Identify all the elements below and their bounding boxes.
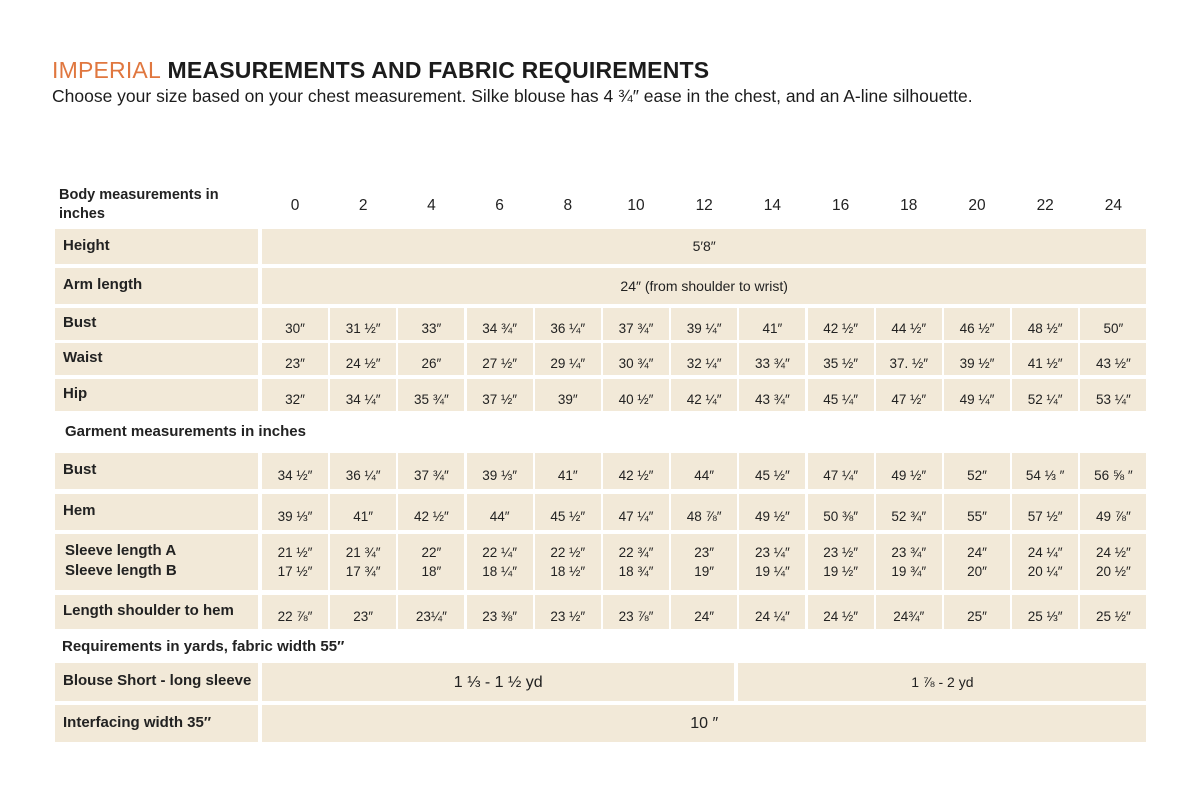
sleeve-a-value: 23 ¼″ bbox=[754, 545, 790, 560]
garment-bust-value: 37 ¾″ bbox=[413, 467, 449, 483]
sleeve-b-value: 18″ bbox=[421, 564, 442, 579]
body-hip-value: 45 ¼″ bbox=[823, 391, 858, 407]
body-bust-value: 50″ bbox=[1103, 320, 1124, 336]
sleeve-b-value: 20″ bbox=[967, 564, 987, 579]
sleeve-b-value: 20 ¼″ bbox=[1027, 564, 1063, 579]
body-waist-value: 39 ½″ bbox=[959, 355, 995, 371]
body-waist-value: 43 ½″ bbox=[1095, 355, 1131, 371]
garment-hem-value: 47 ¼″ bbox=[618, 508, 654, 524]
shoulder-hem-value: 23¼″ bbox=[415, 608, 447, 624]
body-bust-value: 46 ½″ bbox=[959, 320, 995, 336]
body-hip-value: 32″ bbox=[285, 391, 305, 407]
sleeve-b-value: 17 ¾″ bbox=[345, 564, 381, 579]
sleeve-a-value: 21 ½″ bbox=[277, 545, 313, 560]
size-header: 20 bbox=[968, 197, 986, 214]
shoulder-hem-value: 25 ½″ bbox=[1095, 608, 1131, 624]
garment-bust-value: 54 ⅓ ″ bbox=[1025, 467, 1065, 483]
sleeve-a-value: 23 ¾″ bbox=[891, 545, 927, 560]
row-label-garment-hem-text: Hem bbox=[63, 502, 96, 519]
sleeve-a-value: 23 ½″ bbox=[823, 545, 858, 560]
row-label-body-waist-text: Waist bbox=[63, 349, 103, 366]
size-header: 8 bbox=[563, 197, 573, 214]
sleeve-values bbox=[603, 534, 669, 590]
row-label-height-text: Height bbox=[63, 236, 110, 254]
sleeve-b-value: 18 ½″ bbox=[550, 564, 586, 579]
body-bust-value: 33″ bbox=[421, 320, 442, 336]
sleeve-label-b: Sleeve length B bbox=[65, 562, 177, 579]
body-hip-value: 39″ bbox=[557, 391, 578, 407]
body-hip-value: 43 ¾″ bbox=[754, 391, 790, 407]
garment-hem-value: 42 ½″ bbox=[413, 508, 449, 524]
sleeve-values bbox=[535, 534, 601, 590]
sleeve-values bbox=[1080, 534, 1146, 590]
sleeve-a-value: 22 ¾″ bbox=[618, 545, 654, 560]
shoulder-hem-value: 23″ bbox=[353, 608, 374, 624]
garment-bust-value: 45 ½″ bbox=[754, 467, 790, 483]
row-label-body-waist bbox=[55, 343, 258, 375]
shoulder-hem-value: 25 ⅓″ bbox=[1027, 608, 1063, 624]
page-title bbox=[52, 57, 709, 84]
garment-hem-value: 44″ bbox=[489, 508, 510, 524]
sleeve-a-value: 22″ bbox=[421, 545, 442, 560]
row-label-body-hip-text: Hip bbox=[63, 385, 88, 402]
sleeve-b-value: 19 ¼″ bbox=[754, 564, 790, 579]
row-label-blouse-text: Blouse Short - long sleeve bbox=[63, 672, 252, 689]
sleeve-a-value: 22 ½″ bbox=[550, 545, 586, 560]
row-label-sleeve bbox=[55, 534, 258, 590]
row-label-garment-bust-text: Bust bbox=[63, 461, 97, 478]
sleeve-b-value: 20 ½″ bbox=[1095, 564, 1131, 579]
garment-bust-value: 39 ⅓″ bbox=[482, 467, 517, 483]
body-bust-value: 31 ½″ bbox=[345, 320, 381, 336]
body-waist-value: 33 ¾″ bbox=[754, 355, 790, 371]
garment-bust-value: 49 ½″ bbox=[891, 467, 927, 483]
body-waist-value: 41 ½″ bbox=[1027, 355, 1063, 371]
row-label-garment-bust bbox=[55, 453, 258, 489]
body-waist-value: 26″ bbox=[421, 355, 442, 371]
body-hip-value: 37 ½″ bbox=[482, 391, 517, 407]
blouse-value-large: 1 ⅞ - 2 yd bbox=[911, 673, 974, 690]
shoulder-hem-value: 25″ bbox=[967, 608, 987, 624]
garment-bust-value: 52″ bbox=[967, 467, 987, 483]
height-value: 5′8″ bbox=[692, 238, 716, 254]
title-accent: IMPERIAL bbox=[52, 57, 161, 83]
sleeve-a-value: 23″ bbox=[694, 545, 715, 560]
row-label-shoulder-hem bbox=[55, 595, 258, 629]
body-bust-value: 39 ¼″ bbox=[686, 320, 722, 336]
row-label-shoulder-hem-text: Length shoulder to hem bbox=[63, 602, 234, 619]
garment-hem-value: 57 ½″ bbox=[1027, 508, 1063, 524]
corner-label: Body measurements in inches bbox=[59, 187, 219, 222]
body-waist-value: 29 ¼″ bbox=[550, 355, 586, 371]
garment-hem-value: 52 ¾″ bbox=[891, 508, 927, 524]
garment-bust-value: 34 ½″ bbox=[277, 467, 313, 483]
row-label-body-bust bbox=[55, 308, 258, 340]
blouse-value-small: 1 ⅓ - 1 ½ yd bbox=[453, 673, 543, 691]
body-waist-value: 35 ½″ bbox=[823, 355, 858, 371]
row-label-garment-hem bbox=[55, 494, 258, 530]
row-label-interfacing-text: Interfacing width 35″ bbox=[63, 713, 212, 731]
shoulder-hem-value: 24¾″ bbox=[893, 608, 925, 624]
size-header: 10 bbox=[627, 197, 645, 214]
sleeve-values bbox=[944, 534, 1010, 590]
sleeve-b-value: 17 ½″ bbox=[277, 564, 313, 579]
body-bust-value: 36 ¼″ bbox=[550, 320, 586, 336]
body-hip-value: 40 ½″ bbox=[618, 391, 654, 407]
garment-hem-value: 49 ½″ bbox=[754, 508, 790, 524]
garment-hem-value: 50 ⅜″ bbox=[823, 508, 858, 524]
body-hip-value: 49 ¼″ bbox=[959, 391, 995, 407]
garment-hem-value: 48 ⅞″ bbox=[686, 508, 722, 524]
garment-bust-value: 41″ bbox=[557, 467, 578, 483]
body-waist-value: 37. ½″ bbox=[889, 355, 929, 371]
size-header: 24 bbox=[1104, 197, 1123, 214]
body-waist-value: 32 ¼″ bbox=[686, 355, 722, 371]
requirements-section-heading: Requirements in yards, fabric width 55″ bbox=[62, 638, 345, 655]
size-header: 0 bbox=[290, 197, 300, 214]
body-hip-value: 47 ½″ bbox=[891, 391, 927, 407]
body-bust-value: 41″ bbox=[762, 320, 783, 336]
body-bust-value: 48 ½″ bbox=[1027, 320, 1063, 336]
size-header: 22 bbox=[1036, 197, 1054, 214]
row-label-body-hip bbox=[55, 379, 258, 411]
body-hip-value: 52 ¼″ bbox=[1027, 391, 1063, 407]
body-hip-value: 53 ¼″ bbox=[1095, 391, 1131, 407]
row-label-body-bust-text: Bust bbox=[63, 314, 97, 331]
sleeve-values bbox=[467, 534, 533, 590]
shoulder-hem-value: 24 ½″ bbox=[823, 608, 858, 624]
body-waist-value: 27 ½″ bbox=[482, 355, 517, 371]
garment-hem-value: 55″ bbox=[967, 508, 987, 524]
sleeve-values bbox=[1012, 534, 1078, 590]
shoulder-hem-value: 23 ⅞″ bbox=[618, 608, 654, 624]
shoulder-hem-value: 24″ bbox=[694, 608, 715, 624]
sleeve-values bbox=[262, 534, 328, 590]
sleeve-b-value: 18 ¾″ bbox=[618, 564, 654, 579]
size-header: 12 bbox=[695, 197, 713, 214]
shoulder-hem-value: 24 ¼″ bbox=[754, 608, 790, 624]
sleeve-label-a: Sleeve length A bbox=[65, 542, 177, 559]
size-header: 2 bbox=[358, 197, 368, 214]
sleeve-a-value: 24″ bbox=[967, 545, 987, 560]
row-label-arm-length-text: Arm length bbox=[63, 276, 143, 293]
sleeve-b-value: 18 ¼″ bbox=[482, 564, 517, 579]
row-label-blouse bbox=[55, 663, 258, 701]
body-hip-value: 42 ¼″ bbox=[686, 391, 722, 407]
shoulder-hem-value: 23 ½″ bbox=[550, 608, 586, 624]
garment-bust-value: 44″ bbox=[694, 467, 715, 483]
body-bust-value: 37 ¾″ bbox=[618, 320, 654, 336]
sleeve-values bbox=[876, 534, 942, 590]
sleeve-a-value: 24 ½″ bbox=[1095, 545, 1131, 560]
body-hip-value: 34 ¼″ bbox=[345, 391, 381, 407]
sleeve-b-value: 19″ bbox=[694, 564, 715, 579]
garment-bust-value: 36 ¼″ bbox=[345, 467, 381, 483]
garment-hem-value: 41″ bbox=[353, 508, 374, 524]
row-label-height bbox=[55, 229, 258, 264]
page-subtitle: Choose your size based on your chest measurement. Silke blouse has 4 ¾″ ease in the chest, and an A-line silhouette. bbox=[52, 86, 973, 106]
sleeve-b-value: 19 ½″ bbox=[823, 564, 858, 579]
garment-hem-value: 45 ½″ bbox=[550, 508, 586, 524]
sleeve-values bbox=[671, 534, 737, 590]
row-label-arm-length bbox=[55, 268, 258, 304]
sleeve-a-value: 22 ¼″ bbox=[482, 545, 517, 560]
size-header: 4 bbox=[427, 197, 436, 214]
sleeve-values bbox=[808, 534, 874, 590]
body-bust-value: 34 ¾″ bbox=[482, 320, 517, 336]
arm-length-value: 24″ (from shoulder to wrist) bbox=[620, 277, 788, 294]
body-bust-value: 30″ bbox=[285, 320, 305, 336]
size-header: 16 bbox=[831, 197, 850, 214]
title-rest: MEASUREMENTS AND FABRIC REQUIREMENTS bbox=[160, 57, 710, 83]
garment-bust-value: 47 ¼″ bbox=[823, 467, 858, 483]
garment-section-heading: Garment measurements in inches bbox=[65, 423, 306, 440]
body-bust-value: 44 ½″ bbox=[891, 320, 927, 336]
sleeve-a-value: 24 ¼″ bbox=[1027, 545, 1063, 560]
body-waist-value: 24 ½″ bbox=[345, 355, 381, 371]
size-header: 6 bbox=[495, 197, 504, 214]
body-waist-value: 23″ bbox=[285, 355, 305, 371]
sleeve-values bbox=[398, 534, 464, 590]
body-bust-value: 42 ½″ bbox=[823, 320, 858, 336]
garment-bust-value: 42 ½″ bbox=[618, 467, 654, 483]
interfacing-value: 10 ″ bbox=[690, 715, 719, 732]
sleeve-values bbox=[739, 534, 805, 590]
shoulder-hem-value: 23 ⅜″ bbox=[482, 608, 517, 624]
body-hip-value: 35 ¾″ bbox=[413, 391, 449, 407]
shoulder-hem-value: 22 ⅞″ bbox=[277, 608, 313, 624]
row-label-interfacing bbox=[55, 705, 258, 742]
sleeve-a-value: 21 ¾″ bbox=[345, 545, 381, 560]
garment-hem-value: 39 ⅓″ bbox=[277, 508, 313, 524]
garment-hem-value: 49 ⅞″ bbox=[1095, 508, 1131, 524]
size-header: 14 bbox=[763, 197, 782, 214]
sleeve-values bbox=[330, 534, 396, 590]
garment-bust-value: 56 ⅝ ″ bbox=[1094, 467, 1133, 483]
sleeve-b-value: 19 ¾″ bbox=[891, 564, 927, 579]
size-header: 18 bbox=[900, 197, 918, 214]
body-waist-value: 30 ¾″ bbox=[618, 355, 654, 371]
